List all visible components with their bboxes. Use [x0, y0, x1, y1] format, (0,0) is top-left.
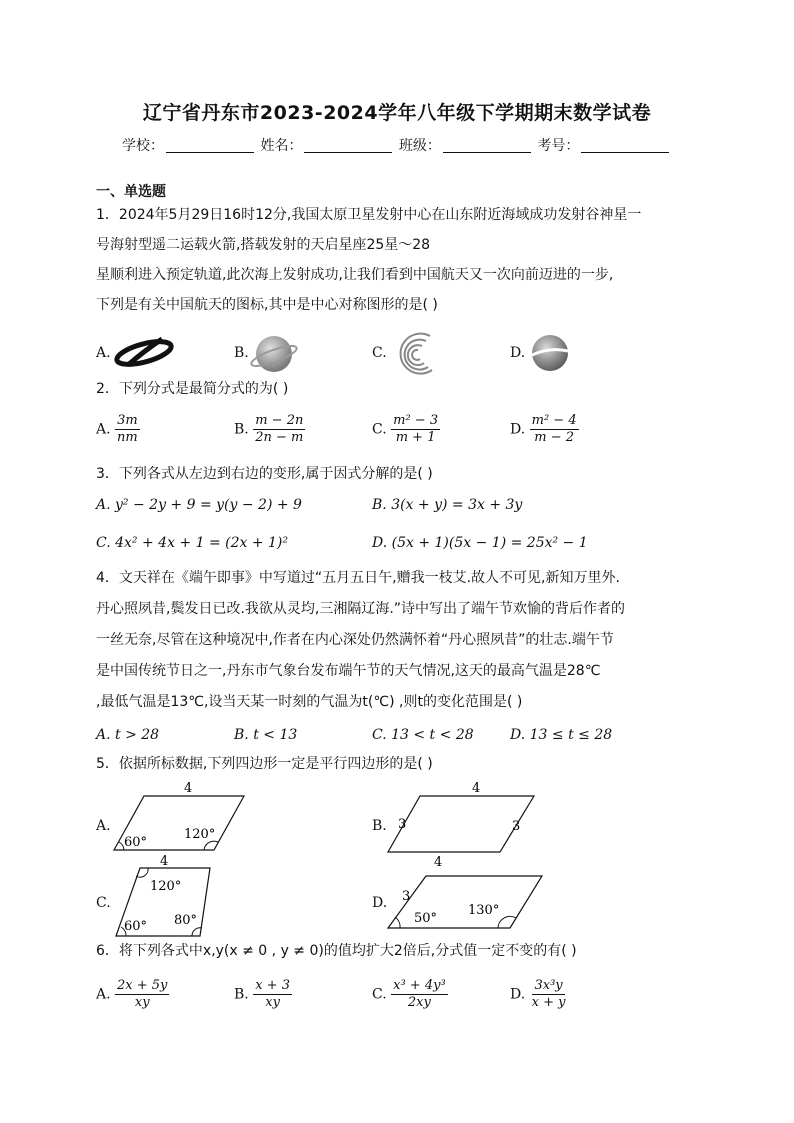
q4-line: ,最低气温是13℃,设当天某一时刻的气温为t(℃) ,则t的变化范围是( ) [96, 694, 523, 710]
q3-option-d[interactable]: D. (5x + 1)(5x − 1) = 25x² − 1 [372, 535, 588, 551]
fraction [391, 978, 448, 1011]
fraction [253, 413, 305, 446]
q3-option-c[interactable]: C. 4x² + 4x + 1 = (2x + 1)² [96, 535, 289, 551]
denominator: xy [134, 995, 150, 1010]
q1-line: 1．2024年5月29日16时12分,我国太原卫星发射中心在山东附近海域成功发射谷神星一 [96, 207, 642, 223]
q2-option-a[interactable] [96, 413, 140, 446]
class-blank[interactable] [443, 138, 531, 153]
id-label: 考号： [537, 138, 580, 154]
quadrilateral-figure-d [386, 872, 546, 932]
option-label: B. [372, 818, 387, 834]
angle-label: 60° [124, 835, 148, 850]
q6-stem: 6．将下列各式中x,y(x ≠ 0 , y ≠ 0)的值均扩大2倍后,分式值一定不变的有( ) [96, 943, 577, 959]
parallelogram-figure-b [386, 780, 546, 870]
q6-option-a[interactable] [96, 978, 169, 1011]
q3-option-a[interactable]: A. y² − 2y + 9 = y(y − 2) + 9 [96, 497, 302, 513]
q4-option-b[interactable]: B. t < 13 [234, 727, 298, 743]
q6-option-b[interactable] [234, 978, 292, 1011]
q1-option-d[interactable] [510, 345, 525, 361]
angle-label: 130° [468, 903, 500, 918]
side-label: 4 [184, 781, 193, 796]
angle-label: 80° [174, 913, 198, 928]
fraction [530, 978, 568, 1011]
q2-stem: 2．下列分式是最简分式的为( ) [96, 381, 289, 397]
q4-option-a[interactable]: A. t > 28 [96, 727, 160, 743]
numerator: 3m [117, 413, 138, 428]
fraction [530, 413, 579, 446]
denominator: m + 1 [395, 430, 436, 445]
arc-trails-icon [390, 330, 438, 378]
numerator: m² − 4 [531, 413, 577, 428]
option-label: B. [234, 421, 249, 438]
option-label: A. [96, 986, 111, 1003]
fraction [115, 413, 140, 446]
option-label: C. [372, 421, 387, 438]
q4-option-d[interactable]: D. 13 ≤ t ≤ 28 [510, 727, 613, 743]
numerator: m − 2n [255, 413, 304, 428]
denominator: x + y [531, 995, 566, 1010]
side-label: 3 [402, 889, 411, 904]
option-label: C. [96, 895, 111, 911]
question-3 [96, 459, 706, 489]
section-heading: 一、单选题 [96, 184, 166, 200]
q6-option-d[interactable] [510, 978, 567, 1011]
denominator: xy [265, 995, 280, 1010]
q6-option-c[interactable] [372, 978, 448, 1011]
side-label: 3 [512, 819, 521, 834]
denominator: nm [117, 430, 138, 445]
q3-stem: 3．下列各式从左边到右边的变形,属于因式分解的是( ) [96, 466, 433, 482]
option-label: D. [510, 986, 526, 1003]
numerator: x³ + 4y³ [393, 978, 446, 993]
q4-line: 一丝无奈,尽管在这种境况中,作者在内心深处仍然满怀着“丹心照夙昔”的壮志.端午节 [96, 632, 614, 648]
denominator: 2n − m [255, 430, 304, 445]
q1-line: 号海射型遥二运载火箭,搭载发射的天启星座25星～28 [96, 237, 431, 253]
q1-line: 星顺利进入预定轨道,此次海上发射成功,让我们看到中国航天又一次向前迈进的一步, [96, 267, 614, 283]
fraction [253, 978, 292, 1011]
option-label: B. [234, 345, 249, 361]
fraction [115, 978, 169, 1011]
q1-line: 下列是有关中国航天的图标,其中是中心对称图形的是( ) [96, 297, 438, 313]
side-label: 3 [398, 817, 407, 832]
q5-option-c[interactable] [96, 895, 111, 911]
q1-option-c[interactable] [372, 345, 387, 361]
side-label: 4 [160, 854, 169, 869]
angle-label: 120° [184, 827, 216, 842]
q5-option-a[interactable] [96, 818, 111, 834]
option-label: A. [96, 421, 111, 438]
fraction [391, 413, 440, 446]
q2-option-d[interactable] [510, 413, 579, 446]
question-5 [96, 749, 706, 779]
numerator: 2x + 5y [117, 978, 168, 993]
option-label: B. [234, 986, 249, 1003]
q2-option-c[interactable] [372, 413, 440, 446]
q5-option-d[interactable] [372, 895, 387, 911]
angle-label: 50° [414, 911, 438, 926]
question-4 [96, 563, 706, 718]
name-label: 姓名： [260, 138, 303, 154]
page-title: 辽宁省丹东市2023-2024学年八年级下学期期末数学试卷 [142, 102, 652, 124]
question-1 [96, 200, 706, 320]
school-blank[interactable] [166, 138, 254, 153]
student-info-row [122, 135, 671, 155]
q1-option-b[interactable] [234, 345, 249, 361]
option-label: C. [372, 986, 387, 1003]
q4-option-c[interactable]: C. 13 < t < 28 [372, 727, 474, 743]
globe-swoosh-icon [530, 333, 570, 373]
class-label: 班级： [398, 138, 441, 154]
spiral-orbit-icon [114, 333, 176, 373]
option-label: D. [372, 895, 388, 911]
q1-option-a[interactable] [96, 345, 111, 361]
numerator: x + 3 [255, 978, 290, 993]
name-blank[interactable] [304, 138, 392, 153]
q5-stem: 5．依据所标数据,下列四边形一定是平行四边形的是( ) [96, 756, 433, 772]
parallelogram-figure-a [110, 780, 250, 855]
question-6 [96, 936, 706, 966]
id-blank[interactable] [581, 138, 669, 153]
q2-option-b[interactable] [234, 413, 305, 446]
school-label: 学校： [122, 138, 164, 154]
q5-option-b[interactable] [372, 818, 387, 834]
option-label: D. [510, 345, 526, 361]
option-label: A. [96, 345, 111, 361]
ringed-planet-icon [250, 330, 298, 378]
quadrilateral-figure-c [110, 854, 230, 940]
side-label: 4 [434, 855, 443, 870]
numerator: m² − 3 [393, 413, 439, 428]
question-2 [96, 374, 706, 404]
option-label: D. [510, 421, 526, 438]
option-label: A. [96, 818, 111, 834]
q4-line: 丹心照夙昔,鬓发日已改.我欲从灵均,三湘隔辽海.”诗中写出了端午节欢愉的背后作者的 [96, 601, 626, 617]
denominator: m − 2 [534, 430, 574, 445]
q4-line: 是中国传统节日之一,丹东市气象台发布端午节的天气情况,这天的最高气温是28℃ [96, 663, 601, 679]
q4-line: 4．文天祥在《端午即事》中写道过“五月五日午,赠我一枝艾.故人不可见,新知万里外. [96, 570, 620, 586]
q3-option-b[interactable]: B. 3(x + y) = 3x + 3y [372, 497, 523, 513]
numerator: 3x³y [534, 978, 563, 993]
option-label: C. [372, 345, 387, 361]
angle-label: 60° [124, 919, 148, 934]
denominator: 2xy [407, 995, 431, 1010]
angle-label: 120° [150, 879, 182, 894]
side-label: 4 [472, 781, 481, 796]
